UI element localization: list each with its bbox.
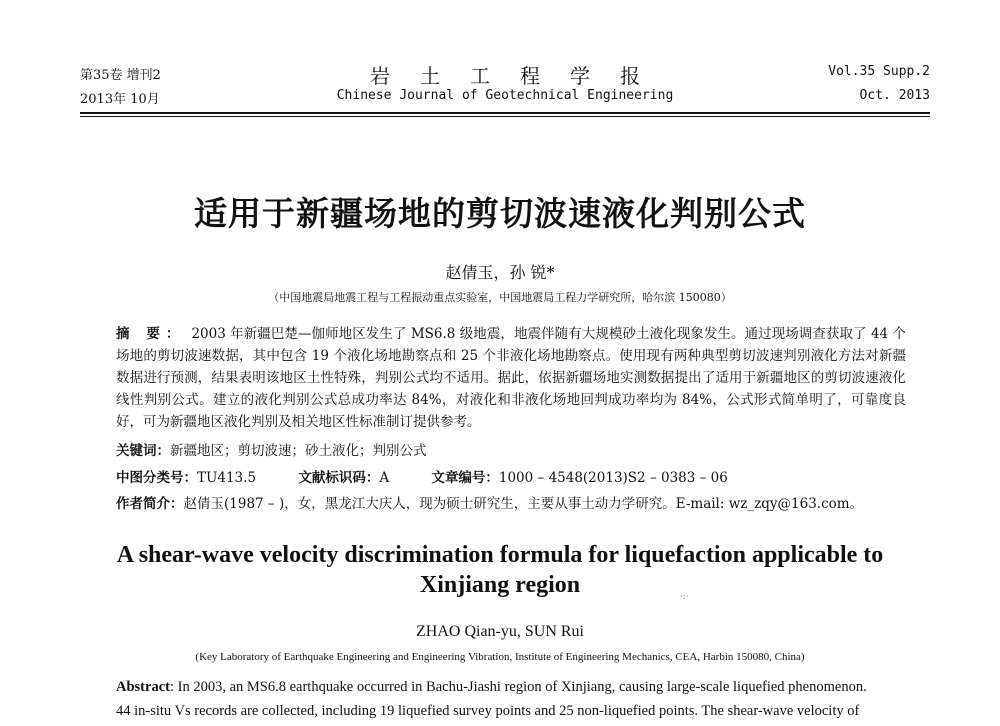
header-rule-thick xyxy=(80,112,930,114)
date-cn: 2013年 10月 xyxy=(80,92,160,107)
doc-code-value: A xyxy=(379,470,390,486)
clc-label: 中图分类号： xyxy=(116,470,197,486)
clc-value: TU413.5 xyxy=(197,470,257,486)
doc-code-label: 文献标识码： xyxy=(298,470,380,486)
classification-line xyxy=(116,468,916,488)
author-bio xyxy=(116,494,916,514)
paper-title-en-line2: Xinjiang region xyxy=(419,572,581,598)
affiliation-en: (Key Laboratory of Earthquake Engineering and Engineering Vibration, Institute of Engineering Mechanics, CEA, Harbin 150080, China) xyxy=(195,651,805,663)
abstract-en xyxy=(116,675,906,723)
volume-issue-en: Vol.35 Supp.2 xyxy=(828,64,930,79)
paper-title-cn: 适用于新疆场地的剪切波速液化判别公式 xyxy=(194,194,806,233)
scan-speckle-mark: ·:· xyxy=(680,592,689,602)
running-header xyxy=(80,60,930,112)
paper-title-en-line1: A shear-wave velocity discrimination formula for liquefaction applicable to xyxy=(116,542,884,568)
abstract-en-line1: : In 2003, an MS6.8 earthquake occurred in Bachu-Jiashi region of Xinjiang, causing large-scale liquefied phenomenon. xyxy=(169,679,867,695)
abstract-en-label: Abstract xyxy=(116,679,170,695)
affiliation-cn: （中国地震局地震工程与工程振动重点实验室，中国地震局工程力学研究所，哈尔滨 150080） xyxy=(268,291,732,304)
keywords-text: 新疆地区；剪切波速；砂土液化；判别公式 xyxy=(170,443,427,459)
header-rule-thin xyxy=(80,116,930,117)
keywords-cn xyxy=(116,441,916,461)
keywords-label: 关键词： xyxy=(116,443,170,459)
authors-cn: 赵倩玉，孙 锐* xyxy=(445,263,555,282)
volume-issue-cn: 第35卷 增刊2 xyxy=(80,68,161,83)
date-en: Oct. 2013 xyxy=(859,88,930,103)
paper-title-en xyxy=(0,540,1000,600)
abstract-cn-text: 2003 年新疆巴楚—伽师地区发生了 MS6.8 级地震，地震伴随有大规模砂土液化现象发生。通过现场调查获取了 44 个场地的剪切波速数据，其中包含 19 个液化场地勘察点和 25 个非液化场地勘察点。使用现有两种典型剪切波速判别液化方法对新疆数据进行预测，结果表明该地区土性特殊，判别公式均不适用。据此，依据新疆场地实测数据提出了适用于新疆地区的剪切波速液化线性判别公式。建立的液化判别公式总成功率达 84%，对液化和非液化场地回判成功率均为 84%，公式形式简单明了，可靠度良好，可为新疆地区液化判别及相关地区性标准制订提供参考。 xyxy=(116,326,906,430)
bio-label: 作者简介： xyxy=(116,496,184,512)
abstract-cn xyxy=(116,323,906,433)
journal-name-cn: 岩土工程学报 xyxy=(370,64,670,88)
abstract-cn-label: 摘 要： xyxy=(116,326,186,342)
journal-name-en: Chinese Journal of Geotechnical Engineering xyxy=(336,88,674,103)
article-number-label: 文章编号： xyxy=(431,470,499,486)
article-number-value: 1000 – 4548(2013)S2 – 0383 – 06 xyxy=(498,470,728,486)
abstract-en-line2: 44 in-situ Vs records are collected, including 19 liquefied survey points and 25 non-liquefied points. The shear-wave velocity of xyxy=(116,703,860,719)
bio-text: 赵倩玉(1987 – )，女，黑龙江大庆人，现为硕士研究生，主要从事土动力学研究。E-mail: wz_zqy@163.com。 xyxy=(183,496,864,512)
authors-en: ZHAO Qian-yu, SUN Rui xyxy=(416,623,584,640)
